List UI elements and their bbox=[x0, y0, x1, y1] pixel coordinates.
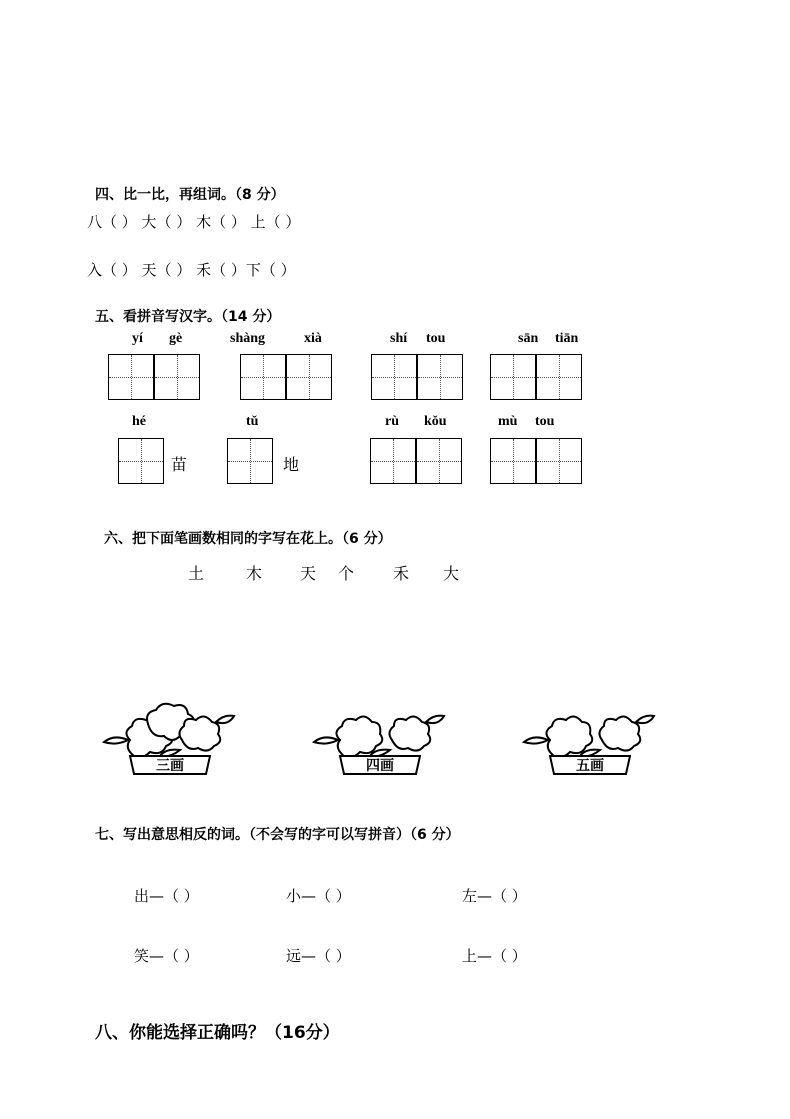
antonym-item: 笑—（ ） bbox=[134, 947, 199, 965]
section-7-title: 七、写出意思相反的词。（不会写的字可以写拼音）（6 分） bbox=[95, 827, 460, 843]
pinyin: gè bbox=[169, 331, 183, 346]
writing-box[interactable] bbox=[240, 354, 286, 400]
writing-box[interactable] bbox=[370, 438, 416, 484]
section-4-title: 四、比一比，再组词。（8 分） bbox=[95, 187, 285, 203]
section-4-row-1: 八（ ） 大（ ） 木（ ） 上（ ） bbox=[87, 213, 301, 231]
antonym-item: 左—（ ） bbox=[462, 887, 527, 905]
section-8-title: 八、你能选择正确吗？（16分） bbox=[95, 1023, 340, 1043]
section-6-title: 六、把下面笔画数相同的字写在花上。（6 分） bbox=[104, 531, 392, 547]
pinyin: kǒu bbox=[424, 414, 447, 429]
writing-box[interactable] bbox=[490, 438, 536, 484]
writing-box[interactable] bbox=[490, 354, 536, 400]
pinyin: hé bbox=[132, 414, 146, 429]
antonym-item: 小—（ ） bbox=[286, 887, 351, 905]
writing-box[interactable] bbox=[227, 438, 273, 484]
writing-box[interactable] bbox=[416, 438, 462, 484]
writing-box[interactable] bbox=[536, 354, 582, 400]
writing-box[interactable] bbox=[371, 354, 417, 400]
writing-box[interactable] bbox=[536, 438, 582, 484]
pinyin: xià bbox=[304, 331, 322, 346]
flower-pot-icon[interactable] bbox=[310, 696, 450, 782]
flower-pot-icon[interactable] bbox=[520, 696, 660, 782]
pot-label: 五画 bbox=[576, 757, 604, 773]
pinyin: shí bbox=[390, 331, 408, 346]
stroke-char: 土 bbox=[188, 564, 205, 583]
word-suffix: 苗 bbox=[171, 455, 188, 474]
pinyin: tǔ bbox=[246, 414, 259, 429]
pinyin: yí bbox=[132, 331, 143, 346]
section-4-row-2: 入（ ） 天（ ） 禾（ ）下（ ） bbox=[87, 261, 296, 279]
antonym-item: 上—（ ） bbox=[462, 947, 527, 965]
section-5-title: 五、看拼音写汉字。（14 分） bbox=[95, 309, 281, 325]
stroke-char: 禾 bbox=[393, 564, 410, 583]
antonym-item: 远—（ ） bbox=[286, 947, 351, 965]
pot-label: 四画 bbox=[366, 757, 394, 773]
pinyin: mù bbox=[498, 414, 518, 429]
pinyin: tou bbox=[535, 414, 555, 429]
writing-box[interactable] bbox=[417, 354, 463, 400]
stroke-char: 大 bbox=[443, 564, 460, 583]
writing-box[interactable] bbox=[118, 438, 164, 484]
flower-pot-icon[interactable] bbox=[100, 696, 240, 782]
antonym-item: 出—（ ） bbox=[134, 887, 199, 905]
stroke-char: 个 bbox=[338, 564, 355, 583]
pinyin: sān bbox=[518, 331, 539, 346]
pinyin: rù bbox=[385, 414, 399, 429]
stroke-char: 木 bbox=[246, 564, 263, 583]
writing-box[interactable] bbox=[154, 354, 200, 400]
writing-box[interactable] bbox=[108, 354, 154, 400]
stroke-char: 天 bbox=[300, 564, 317, 583]
pinyin: shàng bbox=[230, 331, 266, 346]
word-suffix: 地 bbox=[283, 455, 300, 474]
pot-label: 三画 bbox=[156, 757, 184, 773]
pinyin: tou bbox=[426, 331, 446, 346]
writing-box[interactable] bbox=[286, 354, 332, 400]
pinyin: tiān bbox=[555, 331, 579, 346]
